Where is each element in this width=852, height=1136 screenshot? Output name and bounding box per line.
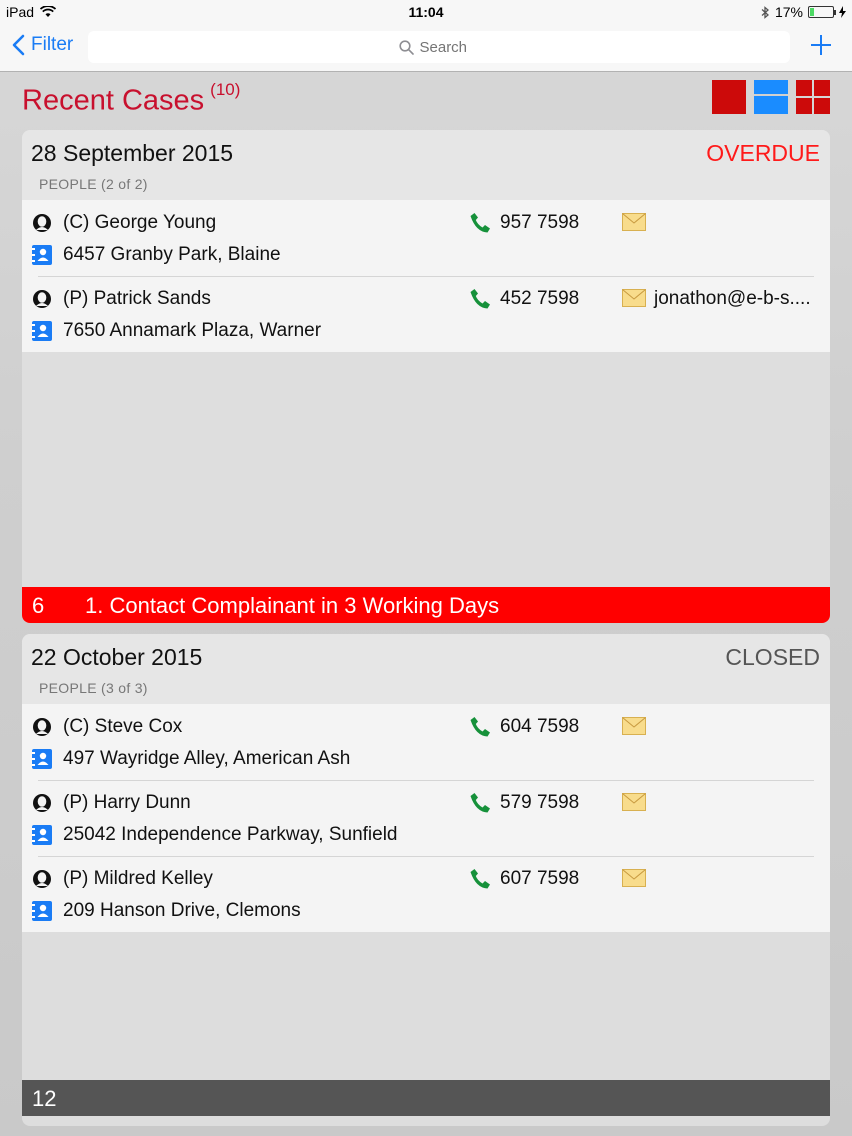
people-list [22, 704, 830, 932]
person-address: 7650 Annamark Plaza, Warner [63, 320, 322, 341]
address-card-icon [31, 824, 53, 846]
case-date: 22 October 2015 [31, 644, 203, 670]
people-list [22, 200, 830, 352]
mail-icon[interactable] [622, 869, 646, 887]
case-header [22, 634, 830, 704]
phone-icon[interactable] [468, 867, 492, 891]
mail-icon[interactable] [622, 717, 646, 735]
filter-label: Filter [31, 34, 74, 55]
battery-icon [808, 6, 834, 18]
address-card-icon [31, 320, 53, 342]
person-row[interactable] [22, 200, 830, 276]
person-phone[interactable]: 579 7598 [500, 792, 580, 813]
person-address: 6457 Granby Park, Blaine [63, 244, 281, 265]
mail-icon[interactable] [622, 289, 646, 307]
address-card-icon [31, 244, 53, 266]
task-label: 1. Contact Complainant in 3 Working Days [85, 593, 500, 618]
status-bar [0, 0, 852, 24]
battery-percent: 17% [774, 4, 803, 20]
search-input[interactable] [420, 39, 480, 56]
list-view-button[interactable] [754, 80, 788, 114]
person-name: (C) George Young [63, 212, 217, 233]
person-icon [32, 289, 52, 309]
status-badge: OVERDUE [706, 140, 820, 166]
person-address: 25042 Independence Parkway, Sunfield [63, 824, 398, 845]
case-footer[interactable] [22, 1080, 830, 1116]
status-time: 11:04 [408, 4, 444, 20]
phone-icon[interactable] [468, 715, 492, 739]
plus-icon [810, 34, 832, 56]
bluetooth-icon [761, 6, 770, 19]
person-address: 497 Wayridge Alley, American Ash [63, 748, 351, 769]
case-header [22, 130, 830, 200]
phone-icon[interactable] [468, 791, 492, 815]
charging-icon [839, 6, 846, 18]
person-icon [32, 213, 52, 233]
page-title [22, 80, 241, 118]
mail-icon[interactable] [622, 793, 646, 811]
add-case-button[interactable] [810, 32, 832, 62]
case-count: (10) [210, 80, 241, 99]
search-icon [399, 40, 414, 55]
device-label: iPad [6, 4, 35, 20]
person-phone[interactable]: 452 7598 [500, 288, 580, 309]
single-view-button[interactable] [712, 80, 746, 114]
task-count: 6 [32, 593, 45, 618]
person-icon [32, 793, 52, 813]
person-name: (P) Mildred Kelley [63, 868, 213, 889]
case-footer[interactable] [22, 587, 830, 623]
person-address: 209 Hanson Drive, Clemons [63, 900, 301, 921]
case-date: 28 September 2015 [31, 140, 234, 166]
filter-back-button[interactable] [12, 34, 73, 56]
phone-icon[interactable] [468, 211, 492, 235]
address-card-icon [31, 900, 53, 922]
person-row[interactable] [22, 856, 830, 932]
case-card[interactable] [22, 634, 830, 1126]
nav-bar [0, 24, 852, 72]
people-count-label: PEOPLE (3 of 3) [39, 680, 148, 696]
person-icon [32, 717, 52, 737]
phone-icon[interactable] [468, 287, 492, 311]
task-count: 12 [32, 1086, 57, 1111]
person-phone[interactable]: 957 7598 [500, 212, 580, 233]
address-card-icon [31, 748, 53, 770]
person-row[interactable] [22, 780, 830, 856]
chevron-left-icon [12, 34, 25, 56]
view-mode-switcher [712, 80, 830, 114]
case-card[interactable] [22, 130, 830, 623]
person-row[interactable] [22, 276, 830, 352]
person-phone[interactable]: 607 7598 [500, 868, 580, 889]
person-phone[interactable]: 604 7598 [500, 716, 580, 737]
page-title-text: Recent Cases [22, 84, 205, 117]
person-name: (P) Patrick Sands [63, 288, 211, 309]
person-row[interactable] [22, 704, 830, 780]
person-name: (P) Harry Dunn [63, 792, 191, 813]
search-bar[interactable] [88, 31, 790, 63]
people-count-label: PEOPLE (2 of 2) [39, 176, 148, 192]
person-email[interactable]: jonathon@e-b-s.... [654, 288, 811, 309]
mail-icon[interactable] [622, 213, 646, 231]
grid-view-button[interactable] [796, 80, 830, 114]
person-name: (C) Steve Cox [63, 716, 183, 737]
status-badge: CLOSED [725, 644, 820, 670]
person-icon [32, 869, 52, 889]
